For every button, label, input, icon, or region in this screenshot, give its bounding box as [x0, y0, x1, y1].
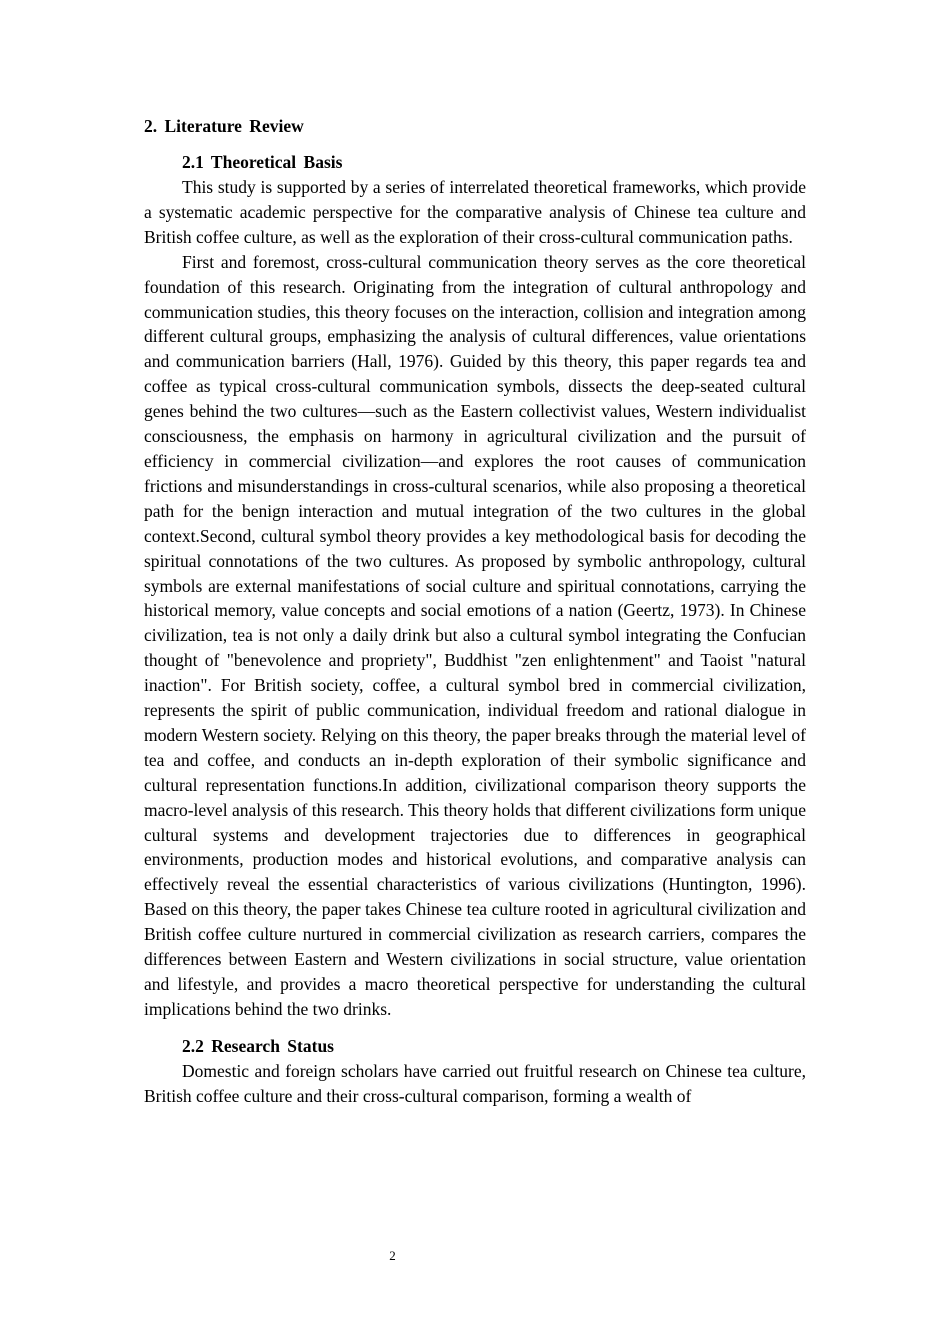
chapter-heading: 2. Literature Review [144, 116, 304, 136]
paragraph: This study is supported by a series of interrelated theoretical frameworks, which provide a systematic academic perspective for the comparative analysis of Chinese tea culture and British coffee culture, as well as the exploration of their cross-cultural communication paths. [144, 177, 806, 247]
paragraph: First and foremost, cross-cultural communication theory serves as the core theoretical foundation of this research. Originating from the integration of cultural anthropology and communication studies, this theory focuses on the interaction, collision and integration among different cultural groups, emphasizing the analysis of cultural differences, value orientations and communication barriers (Hall, 1976). Guided by this theory, this paper regards tea and coffee as typical cross-cultural communication symbols, dissects the deep-seated cultural genes behind the two cultures—such as the Eastern collectivist values, Western individualist consciousness, the emphasis on harmony in agricultural civilization and the pursuit of efficiency in commercial civilization—and explores the root causes of communication frictions and misunderstandings in cross-cultural scenarios, while also proposing a theoretical path for the benign interaction and mutual integration of the two cultures in the global context.Second, cultural symbol theory provides a key methodological basis for decoding the spiritual connotations of the two cultures. As proposed by symbolic anthropology, cultural symbols are external manifestations of social culture and spiritual connotations, carrying the historical memory, value concepts and social emotions of a nation (Geertz, 1973). In Chinese civilization, tea is not only a daily drink but also a cultural symbol integrating the Confucian thought of "benevolence and propriety", Buddhist "zen enlightenment" and Taoist "natural inaction". For British society, coffee, a cultural symbol bred in commercial civilization, represents the spirit of public communication, individual freedom and rational dialogue in modern Western society. Relying on this theory, the paper breaks through the material level of tea and coffee, and conducts an in-depth exploration of their symbolic significance and cultural representation functions.In addition, civilizational comparison theory supports the macro-level analysis of this research. This theory holds that different civilizations form unique cultural systems and development trajectories due to differences in geographical environments, production modes and historical evolutions, and comparative analysis can effectively reveal the essential characteristics of various civilizations (Huntington, 1996). Based on this theory, the paper takes Chinese tea culture rooted in agricultural civilization and British coffee culture nurtured in commercial civilization as research carriers, compares the differences between Eastern and Western civilizations in social structure, value orientation and lifestyle, and provides a macro theoretical perspective for understanding the cultural implications behind the two drinks. [144, 251, 806, 1019]
section-heading-theoretical-basis: 2.1 Theoretical Basis [182, 152, 343, 172]
section-heading-research-status: 2.2 Research Status [182, 1035, 334, 1056]
paragraph: Domestic and foreign scholars have carried out fruitful research on Chinese tea culture, British coffee culture and their cross-cultural comparison, forming a wealth of [144, 1060, 806, 1106]
page-number: 2 [389, 1248, 396, 1263]
document-page [144, 114, 806, 1109]
